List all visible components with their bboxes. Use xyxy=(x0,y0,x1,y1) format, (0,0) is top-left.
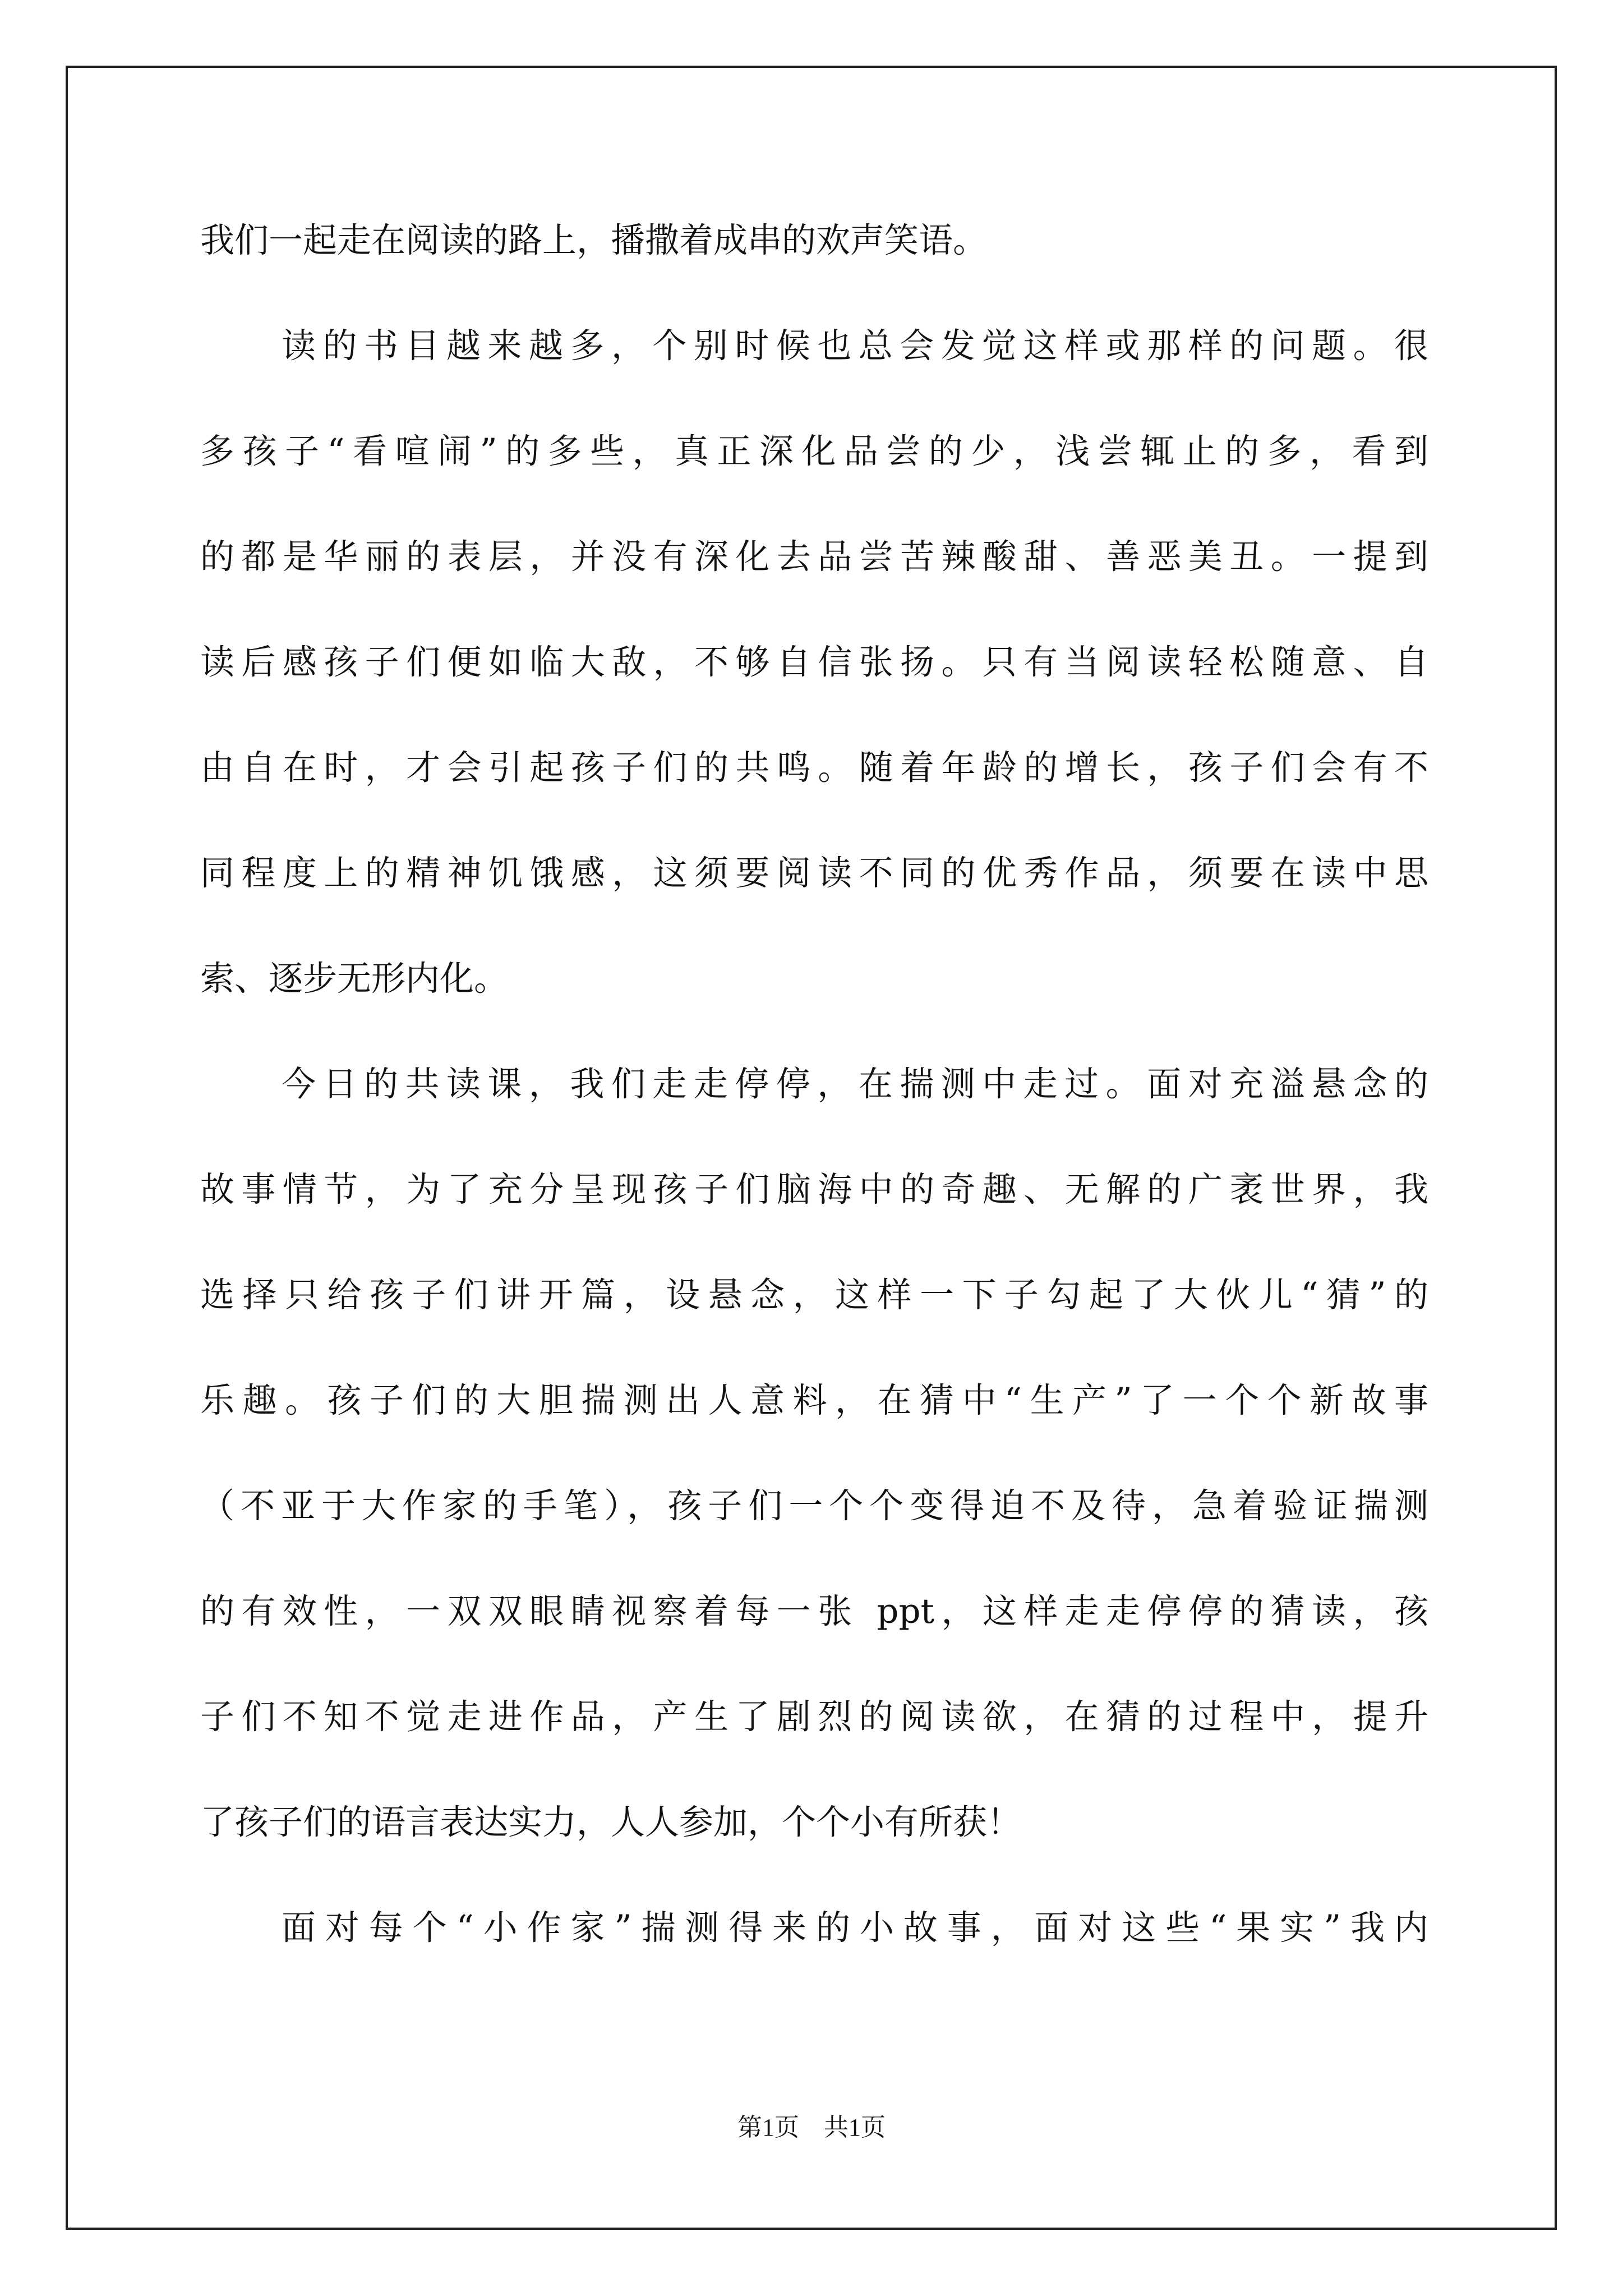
text-line: 子们不知不觉走进作品，产生了剧烈的阅读欲，在猜的过程中，提升 xyxy=(200,1697,1428,1737)
text-line: 读的书目越来越多，个别时候也总会发觉这样或那样的问题。很 xyxy=(282,326,1428,366)
text-line: 由自在时，才会引起孩子们的共鸣。随着年龄的增长，孩子们会有不 xyxy=(200,748,1428,788)
text-line: 读后感孩子们便如临大敌，不够自信张扬。只有当阅读轻松随意、自 xyxy=(200,642,1428,682)
page-footer xyxy=(0,2112,1623,2143)
text-line: 面对每个“小作家”揣测得来的小故事，面对这些“果实”我内 xyxy=(282,1908,1428,1948)
text-line: 我们一起走在阅读的路上，播撒着成串的欢声笑语。 xyxy=(200,220,988,260)
text-line: 索、逐步无形内化。 xyxy=(200,959,509,999)
text-line: 选择只给孩子们讲开篇，设悬念，这样一下子勾起了大伙儿“猜”的 xyxy=(200,1275,1428,1315)
text-line: 多孩子“看喧闹”的多些，真正深化品尝的少，浅尝辄止的多，看到 xyxy=(200,431,1428,471)
text-line: 同程度上的精神饥饿感，这须要阅读不同的优秀作品，须要在读中思 xyxy=(200,853,1428,893)
text-line: 故事情节，为了充分呈现孩子们脑海中的奇趣、无解的广袤世界，我 xyxy=(200,1170,1428,1209)
text-line: 了孩子们的语言表达实力，人人参加，个个小有所获！ xyxy=(200,1802,1022,1842)
page-number: 第1页 xyxy=(737,2114,799,2141)
text-line: 的有效性，一双双眼睛视察着每一张 ppt，这样走走停停的猜读，孩 xyxy=(200,1591,1428,1631)
text-line: 乐趣。孩子们的大胆揣测出人意料，在猜中“生产”了一个个新故事 xyxy=(200,1381,1428,1420)
page-total: 共1页 xyxy=(824,2114,886,2141)
text-line: 今日的共读课，我们走走停停，在揣测中走过。面对充溢悬念的 xyxy=(282,1064,1428,1104)
text-line: 的都是华丽的表层，并没有深化去品尝苦辣酸甜、善恶美丑。一提到 xyxy=(200,537,1428,577)
text-line: （不亚于大作家的手笔），孩子们一个个变得迫不及待，急着验证揣测 xyxy=(200,1486,1428,1526)
